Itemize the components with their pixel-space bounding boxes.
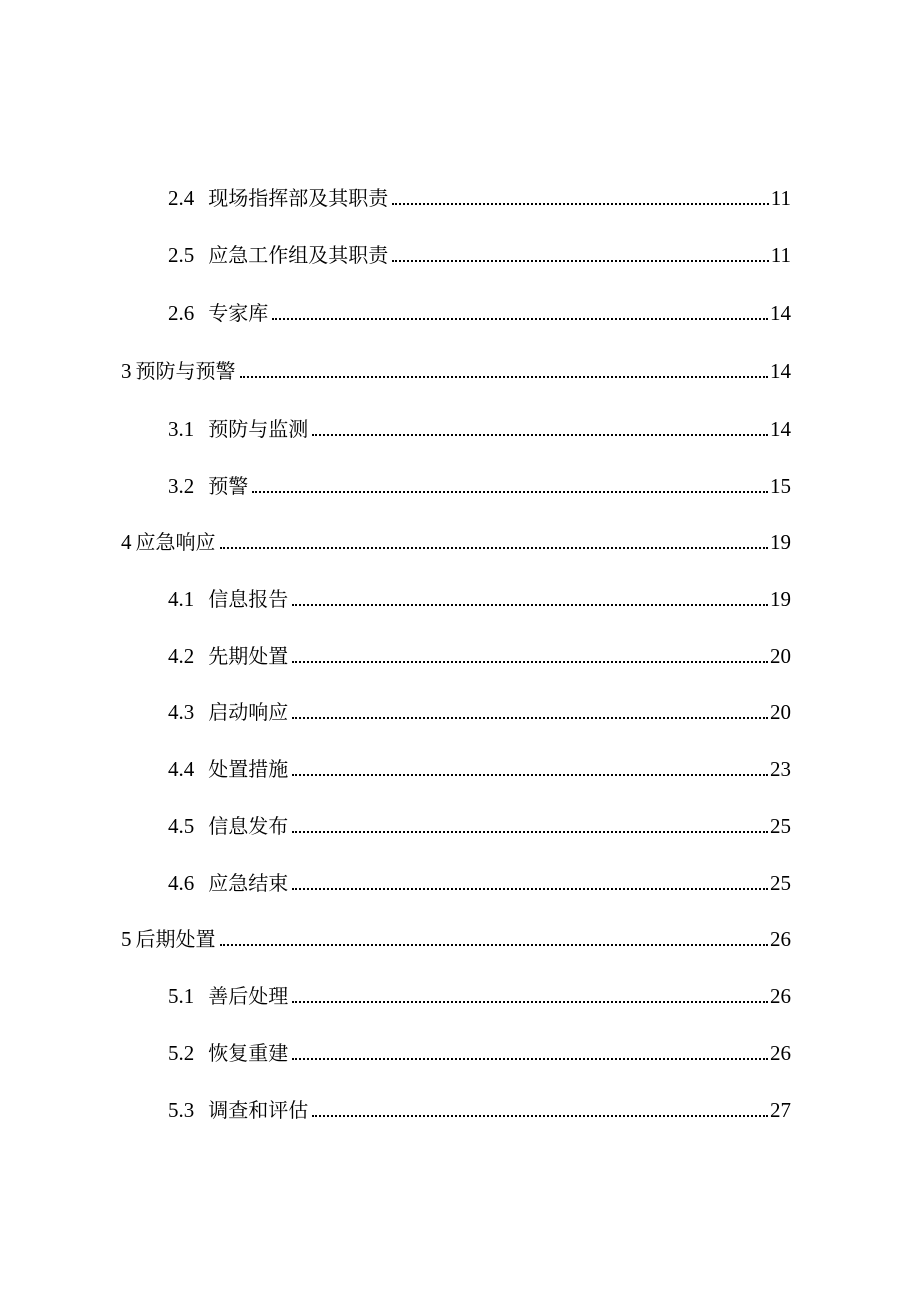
toc-dot-leader (272, 318, 768, 320)
toc-entry-page: 14 (770, 417, 791, 441)
toc-entry-page: 11 (770, 186, 791, 210)
toc-entry-number: 3.2 (168, 474, 195, 498)
toc-entry[interactable] (168, 227, 791, 267)
toc-entry-title: 处置措施 (208, 757, 289, 781)
toc-entry-page: 14 (770, 359, 791, 383)
toc-entry-number: 5 (121, 927, 132, 951)
toc-entry-title: 恢复重建 (208, 1041, 289, 1065)
toc-entry[interactable] (121, 911, 791, 951)
toc-entry-page: 14 (770, 301, 791, 325)
toc-entry[interactable] (168, 798, 791, 838)
toc-entry[interactable] (168, 571, 791, 611)
toc-entry-title: 启动响应 (208, 700, 289, 724)
toc-dot-leader (292, 1001, 768, 1003)
toc-entry-title: 应急结束 (208, 871, 289, 895)
toc-dot-leader (292, 774, 768, 776)
toc-entry-page: 20 (770, 644, 791, 668)
toc-entry-title: 信息报告 (208, 587, 289, 611)
toc-dot-leader (292, 661, 768, 663)
toc-entry-page: 26 (770, 984, 791, 1008)
toc-entry-number: 2.5 (168, 243, 195, 267)
toc-entry-number: 5.2 (168, 1041, 195, 1065)
toc-entry-title: 应急工作组及其职责 (208, 243, 389, 267)
toc-entry-number: 4.3 (168, 700, 195, 724)
toc-entry-page: 23 (770, 757, 791, 781)
toc-entry[interactable] (168, 285, 791, 325)
toc-entry[interactable] (168, 1082, 791, 1122)
toc-dot-leader (392, 260, 769, 262)
toc-entry-number: 4.2 (168, 644, 195, 668)
toc-entry-number: 4.5 (168, 814, 195, 838)
toc-entry-number: 5.1 (168, 984, 195, 1008)
toc-entry-title: 预防与监测 (208, 417, 309, 441)
toc-entry-page: 20 (770, 700, 791, 724)
toc-entry-title: 预警 (208, 474, 249, 498)
toc-entry-page: 25 (770, 871, 791, 895)
toc-entry-title: 先期处置 (208, 644, 289, 668)
toc-entry[interactable] (168, 458, 791, 498)
toc-entry[interactable] (168, 741, 791, 781)
toc-dot-leader (312, 1115, 768, 1117)
toc-entry[interactable] (168, 968, 791, 1008)
toc-entry[interactable] (168, 1025, 791, 1065)
toc-dot-leader (292, 831, 768, 833)
toc-entry[interactable] (121, 514, 791, 554)
toc-entry[interactable] (168, 628, 791, 668)
toc-entry-page: 19 (770, 587, 791, 611)
toc-entry-title: 现场指挥部及其职责 (208, 186, 389, 210)
toc-entry-page: 25 (770, 814, 791, 838)
toc-entry[interactable] (168, 401, 791, 441)
toc-entry-title: 调查和评估 (208, 1098, 309, 1122)
toc-entry-title: 应急响应 (135, 530, 216, 554)
toc-dot-leader (292, 717, 768, 719)
toc-entry-number: 2.4 (168, 186, 195, 210)
toc-entry-title: 预防与预警 (135, 359, 236, 383)
toc-entry[interactable] (121, 343, 791, 383)
toc-entry[interactable] (168, 170, 791, 210)
toc-dot-leader (292, 888, 768, 890)
toc-entry-number: 4 (121, 530, 132, 554)
toc-entry[interactable] (168, 684, 791, 724)
toc-entry-title: 善后处理 (208, 984, 289, 1008)
toc-entry-number: 4.4 (168, 757, 195, 781)
toc-entry-number: 5.3 (168, 1098, 195, 1122)
toc-entry-number: 2.6 (168, 301, 195, 325)
toc-dot-leader (292, 1058, 768, 1060)
toc-dot-leader (240, 376, 769, 378)
toc-dot-leader (252, 491, 768, 493)
toc-dot-leader (392, 203, 769, 205)
toc-entry-page: 26 (770, 1041, 791, 1065)
toc-entry-number: 4.6 (168, 871, 195, 895)
toc-entry-page: 19 (770, 530, 791, 554)
toc-entry-number: 3 (121, 359, 132, 383)
toc-entry-title: 信息发布 (208, 814, 289, 838)
toc-dot-leader (220, 547, 769, 549)
toc-entry-page: 26 (770, 927, 791, 951)
toc-entry-title: 专家库 (208, 301, 269, 325)
toc-entry-page: 11 (770, 243, 791, 267)
toc-dot-leader (312, 434, 768, 436)
toc-entry[interactable] (168, 855, 791, 895)
toc-entry-page: 27 (770, 1098, 791, 1122)
toc-dot-leader (292, 604, 768, 606)
toc-entry-number: 4.1 (168, 587, 195, 611)
toc-entry-page: 15 (770, 474, 791, 498)
toc-entry-number: 3.1 (168, 417, 195, 441)
toc-entry-title: 后期处置 (135, 927, 216, 951)
toc-dot-leader (220, 944, 769, 946)
